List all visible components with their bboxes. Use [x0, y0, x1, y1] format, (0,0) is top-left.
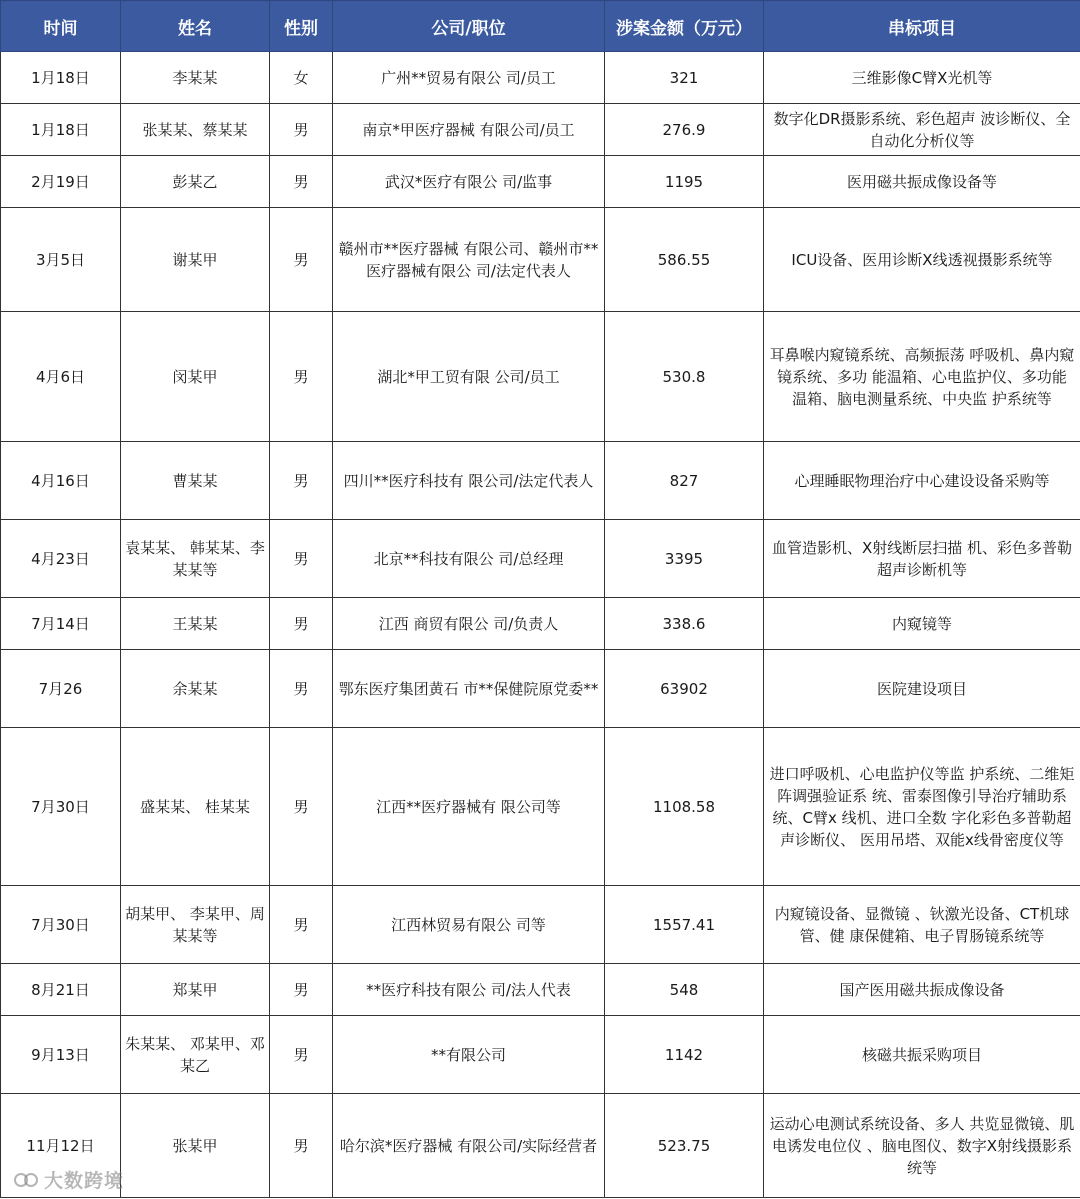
cell-name: 李某某	[121, 52, 270, 104]
cell-amount: 827	[605, 442, 764, 520]
cell-gender: 男	[270, 156, 333, 208]
cell-amount: 1142	[605, 1016, 764, 1094]
cell-company: 北京**科技有限公 司/总经理	[333, 520, 605, 598]
table-row	[1, 104, 1080, 156]
cell-project: 医院建设项目	[764, 650, 1080, 728]
watermark	[14, 1166, 124, 1193]
cell-company: 江西**医疗器械有 限公司等	[333, 728, 605, 886]
table-row	[1, 520, 1080, 598]
cell-name: 张某甲	[121, 1094, 270, 1198]
cell-time: 9月13日	[1, 1016, 121, 1094]
cell-project: 三维影像C臂X光机等	[764, 52, 1080, 104]
cell-gender: 男	[270, 520, 333, 598]
cell-time: 4月6日	[1, 312, 121, 442]
cell-project: 血管造影机、X射线断层扫描 机、彩色多普勒超声诊断机等	[764, 520, 1080, 598]
header-project: 串标项目	[764, 1, 1080, 52]
header-name: 姓名	[121, 1, 270, 52]
cell-gender: 男	[270, 208, 333, 312]
cell-amount: 1195	[605, 156, 764, 208]
table-row	[1, 886, 1080, 964]
header-company: 公司/职位	[333, 1, 605, 52]
cell-gender: 男	[270, 1094, 333, 1198]
cell-time: 7月30日	[1, 728, 121, 886]
cell-amount: 338.6	[605, 598, 764, 650]
cell-company: 湖北*甲工贸有限 公司/员工	[333, 312, 605, 442]
cell-project: 核磁共振采购项目	[764, 1016, 1080, 1094]
table-row	[1, 208, 1080, 312]
cell-project: 耳鼻喉内窥镜系统、高频振荡 呼吸机、鼻内窥镜系统、多功 能温箱、心电监护仪、多功能 温箱、脑电测量系统、中央监 护系统等	[764, 312, 1080, 442]
cell-amount: 3395	[605, 520, 764, 598]
header-time: 时间	[1, 1, 121, 52]
cell-company: 鄂东医疗集团黄石 市**保健院原党委**	[333, 650, 605, 728]
watermark-text: 大数跨境	[44, 1170, 125, 1192]
cell-company: 武汉*医疗有限公 司/监事	[333, 156, 605, 208]
table-row	[1, 442, 1080, 520]
cell-project: 运动心电测试系统设备、多人 共览显微镜、肌电诱发电位仪 、脑电图仪、数字X射线摄影系统等	[764, 1094, 1080, 1198]
cell-gender: 男	[270, 598, 333, 650]
cell-project: 医用磁共振成像设备等	[764, 156, 1080, 208]
table-row	[1, 1094, 1080, 1198]
cell-gender: 男	[270, 1016, 333, 1094]
table-row	[1, 728, 1080, 886]
cell-name: 曹某某	[121, 442, 270, 520]
cell-name: 胡某甲、 李某甲、周某某等	[121, 886, 270, 964]
table-row	[1, 156, 1080, 208]
cell-time: 7月26	[1, 650, 121, 728]
cell-amount: 530.8	[605, 312, 764, 442]
cell-gender: 男	[270, 312, 333, 442]
cell-company: 广州**贸易有限公 司/员工	[333, 52, 605, 104]
cell-project: 数字化DR摄影系统、彩色超声 波诊断仪、全自动化分析仪等	[764, 104, 1080, 156]
table-row	[1, 964, 1080, 1016]
cell-name: 张某某、蔡某某	[121, 104, 270, 156]
cell-time: 1月18日	[1, 52, 121, 104]
cell-company: 四川**医疗科技有 限公司/法定代表人	[333, 442, 605, 520]
cell-company: **医疗科技有限公 司/法人代表	[333, 964, 605, 1016]
cell-company: **有限公司	[333, 1016, 605, 1094]
brand-logo-icon	[14, 1170, 40, 1190]
cell-company: 哈尔滨*医疗器械 有限公司/实际经营者	[333, 1094, 605, 1198]
cell-time: 4月23日	[1, 520, 121, 598]
cell-name: 朱某某、 邓某甲、邓某乙	[121, 1016, 270, 1094]
cell-name: 郑某甲	[121, 964, 270, 1016]
cell-gender: 男	[270, 964, 333, 1016]
header-row	[1, 1, 1080, 52]
cell-project: ICU设备、医用诊断X线透视摄影系统等	[764, 208, 1080, 312]
cell-project: 国产医用磁共振成像设备	[764, 964, 1080, 1016]
cell-company: 江西林贸易有限公 司等	[333, 886, 605, 964]
cell-amount: 586.55	[605, 208, 764, 312]
cell-time: 2月19日	[1, 156, 121, 208]
table-row	[1, 52, 1080, 104]
cell-name: 盛某某、 桂某某	[121, 728, 270, 886]
cell-time: 8月21日	[1, 964, 121, 1016]
cell-amount: 1108.58	[605, 728, 764, 886]
cell-project: 心理睡眠物理治疗中心建设设备采购等	[764, 442, 1080, 520]
table-row	[1, 1016, 1080, 1094]
cell-name: 王某某	[121, 598, 270, 650]
cell-time: 1月18日	[1, 104, 121, 156]
header-gender: 性别	[270, 1, 333, 52]
cell-gender: 男	[270, 650, 333, 728]
table-row	[1, 650, 1080, 728]
cell-name: 彭某乙	[121, 156, 270, 208]
header-amount: 涉案金额（万元）	[605, 1, 764, 52]
cell-name: 袁某某、 韩某某、李某某等	[121, 520, 270, 598]
cell-amount: 1557.41	[605, 886, 764, 964]
cell-time: 7月30日	[1, 886, 121, 964]
cell-project: 内窥镜设备、显微镜 、钬激光设备、CT机球管、健 康保健箱、电子胃肠镜系统等	[764, 886, 1080, 964]
cell-gender: 男	[270, 886, 333, 964]
cell-name: 余某某	[121, 650, 270, 728]
cell-gender: 女	[270, 52, 333, 104]
cell-project: 内窥镜等	[764, 598, 1080, 650]
cell-amount: 276.9	[605, 104, 764, 156]
cell-company: 南京*甲医疗器械 有限公司/员工	[333, 104, 605, 156]
cell-time: 7月14日	[1, 598, 121, 650]
cell-company: 赣州市**医疗器械 有限公司、赣州市**医疗器械有限公 司/法定代表人	[333, 208, 605, 312]
cell-amount: 523.75	[605, 1094, 764, 1198]
table-row	[1, 598, 1080, 650]
cell-amount: 548	[605, 964, 764, 1016]
cell-name: 谢某甲	[121, 208, 270, 312]
cell-gender: 男	[270, 442, 333, 520]
cell-time: 11月12日	[1, 1094, 121, 1198]
cell-amount: 321	[605, 52, 764, 104]
cell-time: 3月5日	[1, 208, 121, 312]
cell-gender: 男	[270, 104, 333, 156]
cell-company: 江西 商贸有限公 司/负责人	[333, 598, 605, 650]
table-row	[1, 312, 1080, 442]
cell-gender: 男	[270, 728, 333, 886]
cell-name: 闵某甲	[121, 312, 270, 442]
cell-time: 4月16日	[1, 442, 121, 520]
cell-amount: 63902	[605, 650, 764, 728]
cell-project: 进口呼吸机、心电监护仪等监 护系统、二维矩阵调强验证系 统、雷泰图像引导治疗辅助系 统、C臂x 线机、进口全数 字化彩色多普勒超声诊断仪、 医用吊塔、双能x线骨密度仪等	[764, 728, 1080, 886]
